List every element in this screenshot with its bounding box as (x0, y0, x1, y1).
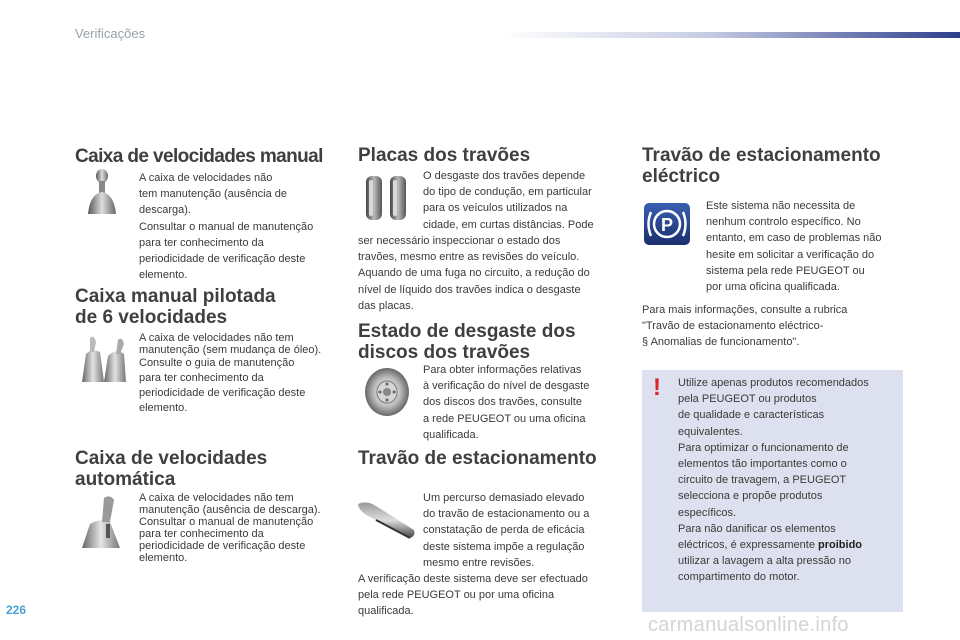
text-line: selecciona e propõe produtos (678, 490, 823, 503)
parking-brake-text (423, 490, 589, 571)
text-line: à verificação do nível de desgaste (423, 380, 590, 393)
text-line: equivalentes. (678, 425, 743, 438)
page-number: 226 (6, 603, 27, 617)
title-line: de 6 velocidades (75, 307, 228, 328)
text-line: dos discos dos travões, consulte (423, 396, 582, 409)
parking-brake-lever-icon (356, 500, 418, 540)
electric-parking-brake-more-info (642, 302, 847, 351)
section-label: Verificações (75, 26, 146, 41)
text-line: Utilize apenas produtos recomendados (678, 377, 869, 389)
brake-pads-title: Placas dos travões (358, 145, 531, 166)
text-line: de qualidade e características (678, 409, 825, 422)
text-line: para ter conhecimento da (139, 236, 264, 249)
text-line: mesmo entre revisões. (423, 556, 535, 569)
text-line: sistema pela rede PEUGEOT ou (706, 264, 865, 277)
text-line: por uma oficina qualificada. (706, 281, 840, 294)
text-line: elemento. (139, 269, 188, 282)
text-line: circuito de travagem, a PEUGEOT (678, 474, 847, 487)
emphasis-word: proibido (818, 539, 863, 552)
text-line: do tipo de condução, em particular (423, 186, 592, 199)
text-line: tem manutenção (ausência de (139, 188, 287, 201)
text-line: Para não danificar os elementos (678, 522, 836, 535)
text-line: descarga). (139, 204, 191, 217)
piloted-gearbox-title (75, 286, 276, 328)
text-line: entanto, em caso de problemas não (706, 232, 882, 245)
brake-disc-icon (362, 366, 412, 418)
text-line: periodicidade de verificação deste (139, 253, 306, 266)
title-line: eléctrico (642, 166, 721, 187)
text-line: Consultar o manual de manutenção (139, 516, 314, 528)
text-line: a rede PEUGEOT ou uma oficina (423, 412, 586, 425)
text-line: específicos. (678, 506, 737, 519)
text-line: constatação de perda de eficácia (423, 524, 585, 537)
text-fragment: eléctricos, é expressamente (678, 539, 819, 552)
text-line: A caixa de velocidades não tem (139, 492, 294, 504)
electric-parking-brake-title (642, 145, 881, 187)
title-line: Caixa manual pilotada (75, 286, 276, 307)
text-line: Para optimizar o funcionamento de (678, 441, 849, 454)
brake-pads-icon (360, 170, 412, 226)
text-line: elemento. (139, 402, 188, 414)
text-line: O desgaste dos travões depende (423, 170, 586, 182)
automatic-gear-lever-icon (80, 494, 126, 550)
manual-gear-lever-icon (82, 168, 122, 216)
text-line: hesite em solicitar a verificação do (706, 248, 875, 261)
text-line: deste sistema impõe a regulação (423, 540, 585, 553)
text-line: manutenção (sem mudança de óleo). (139, 344, 322, 356)
automatic-gearbox-text (139, 492, 321, 564)
text-line: pela rede PEUGEOT ou por uma oficina (358, 589, 555, 602)
parking-brake-text-wide (358, 571, 588, 620)
parking-brake-title: Travão de estacionamento (358, 448, 597, 469)
text-line: Consulte o guia de manutenção (139, 357, 295, 369)
title-line: discos dos travões (358, 342, 531, 363)
text-line: A caixa de velocidades não (139, 172, 273, 184)
parking-letter: P (660, 215, 674, 235)
text-line: pela PEUGEOT ou produtos (678, 393, 817, 406)
text-line: Para obter informações relativas (423, 364, 582, 376)
text-line: ser necessário inspeccionar o estado dos (358, 235, 561, 247)
text-line: Consultar o manual de manutenção (139, 220, 314, 233)
text-line: compartimento do motor. (678, 571, 800, 584)
piloted-gear-lever-icon (78, 334, 130, 384)
title-line: automática (75, 469, 176, 490)
electric-parking-brake-icon (643, 202, 691, 246)
text-line: elementos tão importantes como o (678, 458, 847, 471)
exclamation-icon: ! (653, 374, 661, 401)
text-line: para ter conhecimento da (139, 372, 264, 384)
title-line: Estado de desgaste dos (358, 321, 576, 342)
brake-pads-text-wide (358, 233, 590, 314)
text-line: Aquando de uma fuga no circuito, a redução do (358, 267, 590, 280)
text-line: Um percurso demasiado elevado (423, 492, 585, 504)
electric-parking-brake-text (706, 198, 882, 295)
text-line: qualificada. (358, 605, 414, 618)
title-line: Caixa de velocidades (75, 448, 268, 469)
title-line: Travão de estacionamento (642, 145, 881, 166)
text-line: travões, mesmo entre as revisões do veículo. (358, 251, 580, 264)
text-line: § Anomalias de funcionamento". (642, 336, 800, 349)
text-line: nenhum controlo específico. No (706, 216, 861, 229)
text-line: periodicidade de verificação deste (139, 540, 306, 552)
text-line: nível de líquido dos travões indica o desgaste (358, 283, 581, 296)
brake-pads-text (423, 168, 594, 233)
text-line: do travão de estacionamento ou a (423, 508, 590, 521)
text-line: para os veículos utilizados na (423, 202, 568, 215)
warning-text (678, 375, 869, 586)
text-line: elemento. (139, 552, 188, 564)
text-line: manutenção (ausência de descarga). (139, 504, 321, 516)
text-line: A verificação deste sistema deve ser efectuado (358, 573, 588, 585)
automatic-gearbox-title (75, 448, 267, 490)
text-line: cidade, em curtas distâncias. Pode (423, 218, 594, 231)
text-line: periodicidade de verificação deste (139, 387, 306, 399)
piloted-gearbox-text (139, 332, 321, 416)
text-line: qualificada. (423, 428, 479, 441)
text-line: A caixa de velocidades não tem (139, 332, 294, 344)
header-gradient-bar (500, 32, 960, 38)
text-line: Este sistema não necessita de (706, 200, 856, 212)
brake-discs-text (423, 362, 589, 443)
text-line (678, 537, 869, 553)
text-line: das placas. (358, 299, 414, 312)
brake-discs-title (358, 321, 576, 363)
manual-gearbox-title: Caixa de velocidades manual (75, 146, 323, 167)
text-line: "Travão de estacionamento eléctrico- (642, 320, 824, 333)
manual-gearbox-text (139, 170, 313, 283)
text-line: utilizar a lavagem a alta pressão no (678, 555, 852, 568)
text-line: para ter conhecimento da (139, 528, 264, 540)
watermark: carmanualsonline.info (648, 614, 849, 636)
text-line: Para mais informações, consulte a rubrica (642, 304, 848, 316)
